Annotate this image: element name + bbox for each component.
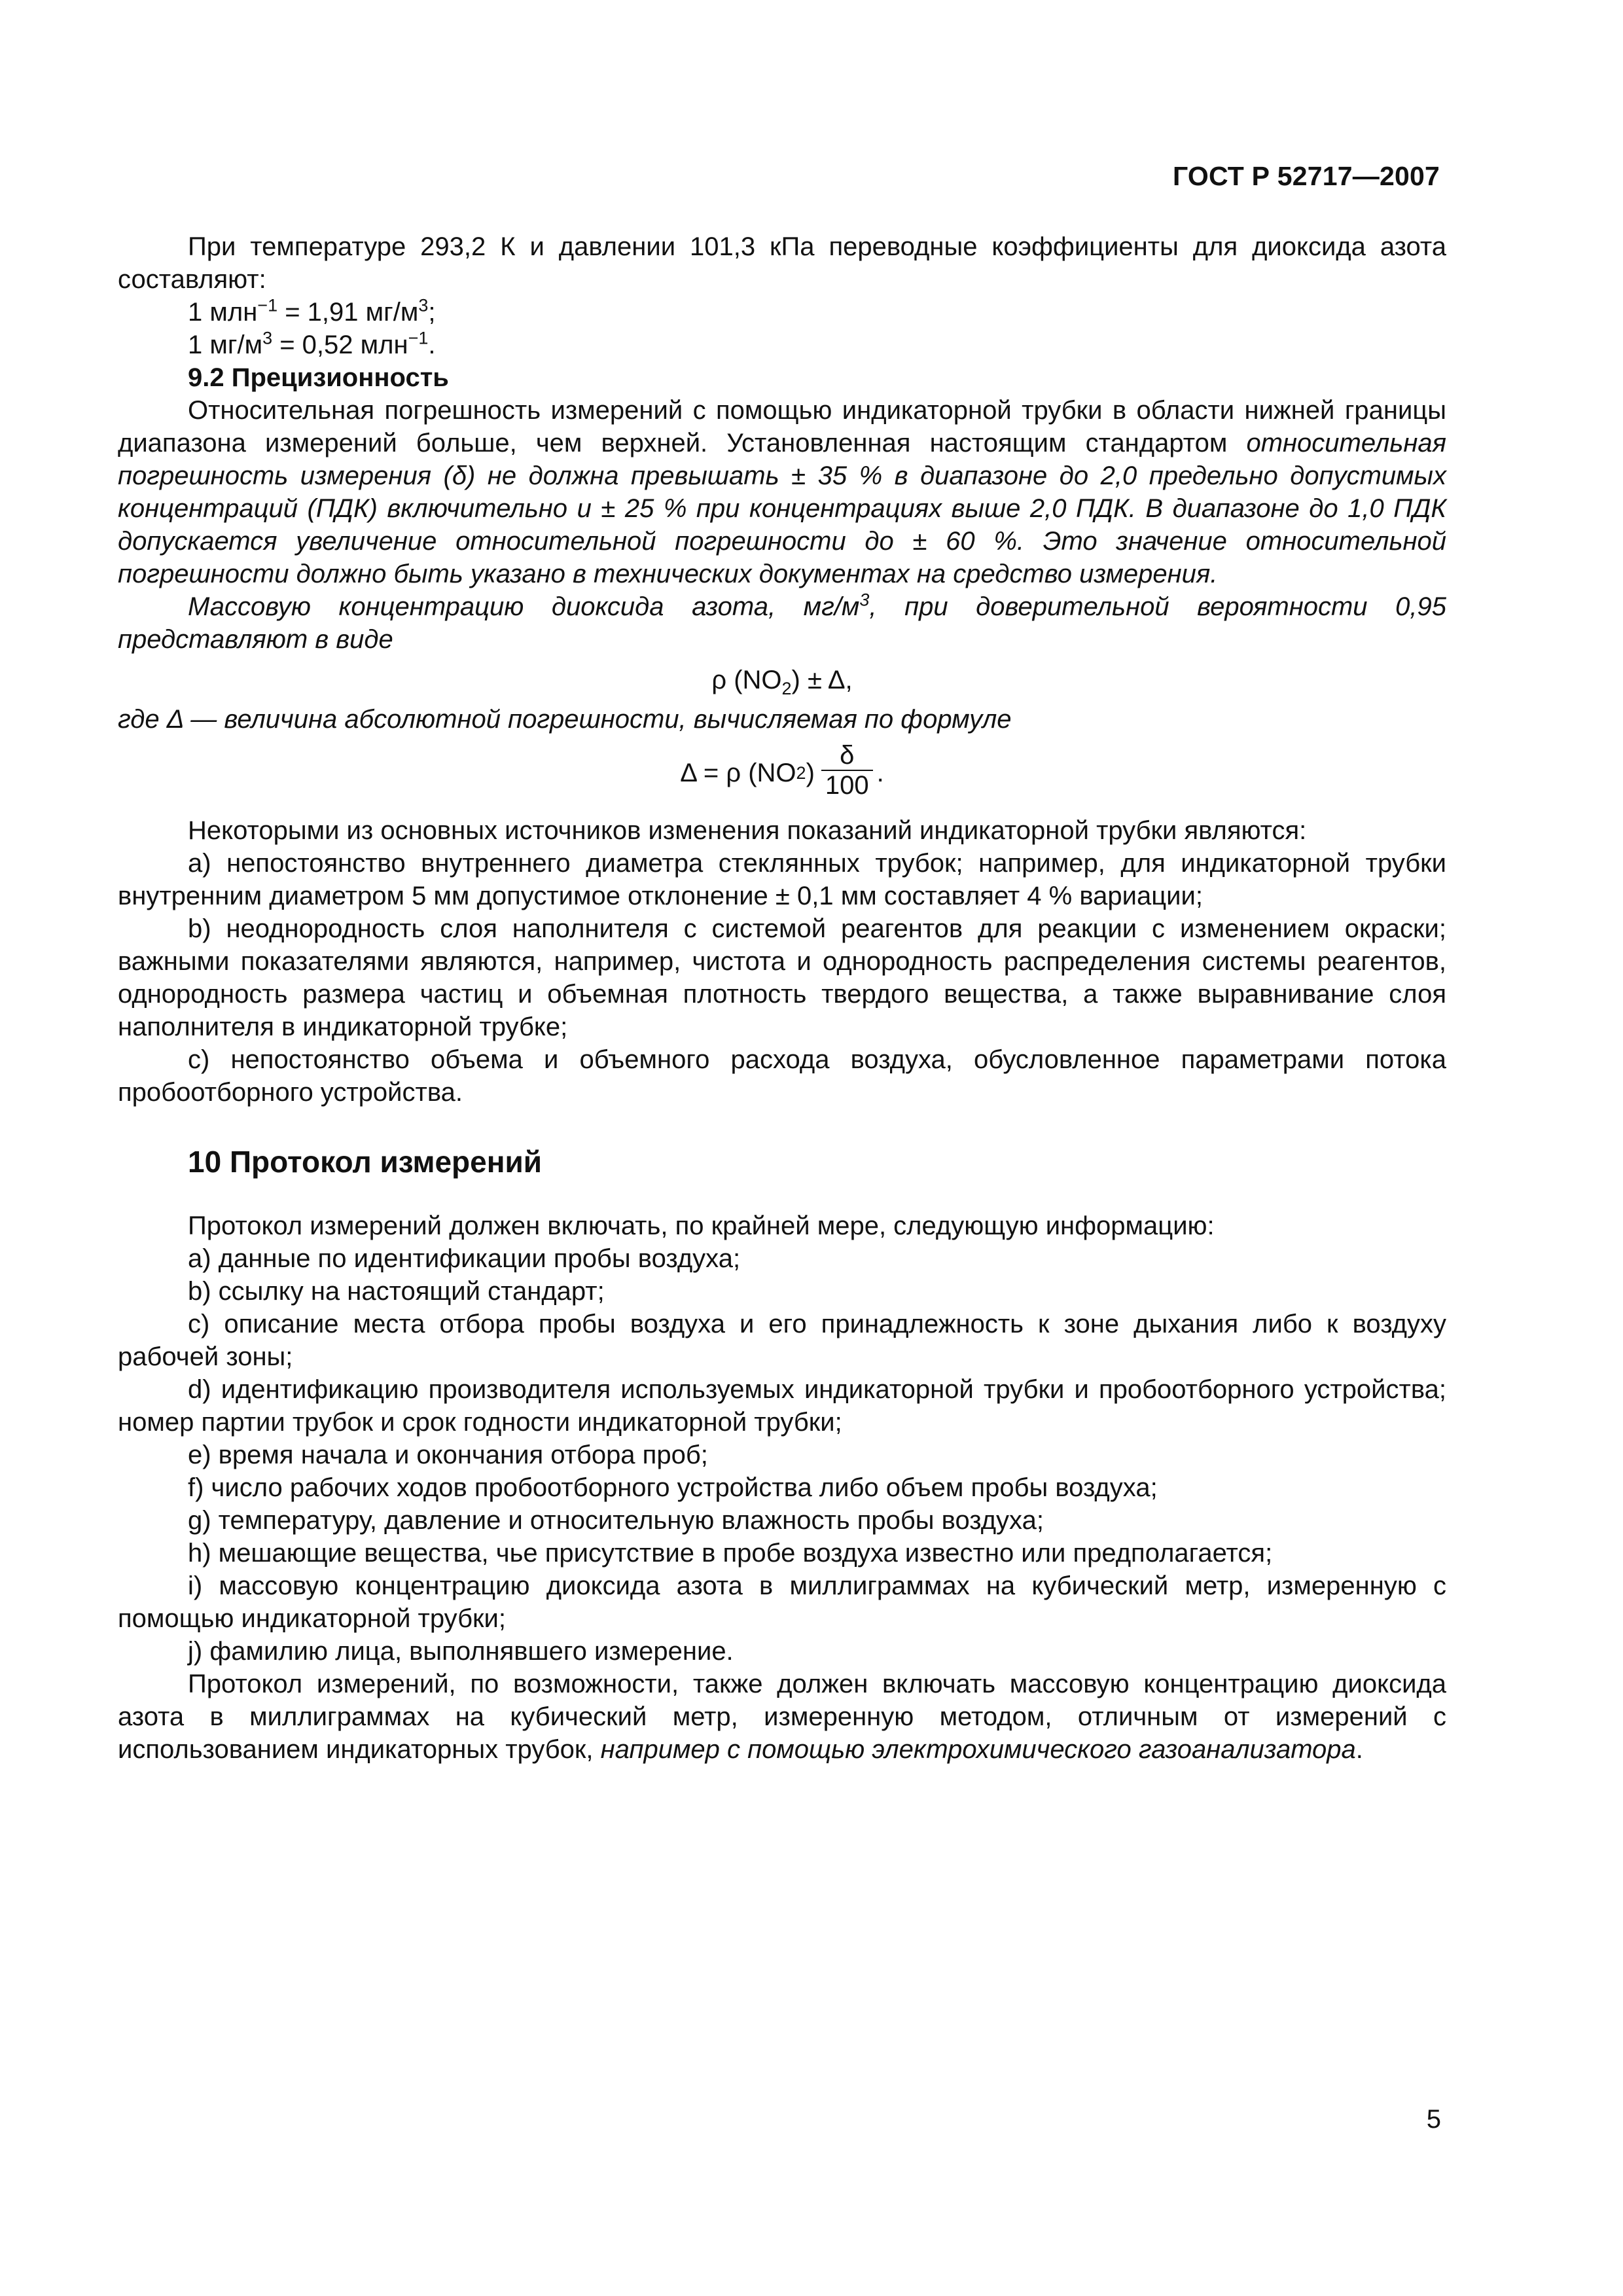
sources-intro: Некоторыми из основных источников изменения показаний индикаторной трубки являются: [188,816,1307,845]
conversion-line-1: 1 млн$^{-1}$ = 1,91 $мг/м^3$; [188,295,436,327]
formula-absolute-error: Δ = ρ (NO 2 ) $\frac{\delta}{100}$ . [680,741,884,800]
fraction-numerator: δ [840,741,855,770]
protocol-item-e: е) время начала и окончания отбора проб; [188,1441,708,1469]
precision-paragraph: Относительная погрешность измерений с помощью индикаторной трубки в области нижней границы диапазона измерений больше, чем верхней. Установленная настоящим стандартом относительная погрешность измерения (δ) не должна превышать ± 35 % в диапазоне до 2,0 предельно допустимых концентраций (ПДК) включительно и ± 25 % при концентрациях выше 2,0 ПДК. В диапазоне до 1,0 ПДК допускается увеличение относительной погрешности до ± 60 %. Это значение относительной погрешности должно быть указано в технических документах на средство измерения. [118,396,1446,588]
subsection-heading-9-2: 9.2 Прецизионность [188,363,449,392]
protocol-item-a: а) данные по идентификации пробы воздуха; [188,1244,741,1273]
source-item-a: а) непостоянство внутреннего диаметра стеклянных трубок; например, для индикаторной трубки внутренним диаметром 5 мм допустимое отклонение ± 0,1 мм составляет 4 % вариации; [118,849,1446,910]
protocol-item-g: g) температуру, давление и относительную влажность пробы воздуха; [188,1506,1044,1535]
protocol-item-d: d) идентификацию производителя используемых индикаторной трубки и пробоотборного устройства; номер партии трубок и срок годности индикаторной трубки; [118,1375,1446,1437]
protocol-intro: Протокол измерений должен включать, по крайней мере, следующую информацию: [188,1211,1215,1240]
mass-concentration-paragraph: Массовую концентрацию диоксида азота, $мг/м^3$, при доверительной вероятности 0,95 представляют в виде [118,590,1446,654]
conversion-line-2: 1 $мг/м^3 = 0,52$ млн$^{-1}$. [188,328,436,359]
source-item-c: с) непостоянство объема и объемного расхода воздуха, обусловленное параметрами потока пробоотборного устройства. [118,1045,1446,1107]
formula-explanation: где Δ — величина абсолютной погрешности, вычисляемая по формуле [118,705,1012,734]
protocol-item-b: b) ссылку на настоящий стандарт; [188,1277,605,1306]
page-number: 5 [1426,2105,1441,2134]
conversion-intro: При температуре 293,2 К и давлении 101,3 кПа переводные коэффициенты для диоксида азота составляют: [118,232,1446,294]
protocol-final-paragraph: Протокол измерений, по возможности, также должен включать массовую концентрацию диоксида азота в миллиграммах на кубический метр, измеренную методом, отличным от измерений с использованием индикаторных трубок, например с помощью электрохимического газоанализатора. [118,1670,1446,1764]
protocol-item-j: j) фамилию лица, выполнявшего измерение. [188,1637,734,1666]
page-body [118,230,1446,1766]
source-item-b: b) неоднородность слоя наполнителя с системой реагентов для реакции с изменением окраски; важными показателями являются, например, чистота и однородность распределения системы реагентов, однородность размера частиц и объемная плотность твердого вещества, а также выравнивание слоя наполнителя в индикаторной трубке; [118,914,1446,1041]
standard-designation: ГОСТ Р 52717—2007 [1173,161,1440,191]
section-heading-10: 10 Протокол измерений [188,1145,543,1179]
fraction [821,741,873,800]
protocol-item-c: с) описание места отбора пробы воздуха и его принадлежность к зоне дыхания либо к воздуху рабочей зоны; [118,1310,1446,1371]
protocol-item-i: i) массовую концентрацию диоксида азота в миллиграммах на кубический метр, измеренную с помощью индикаторной трубки; [118,1571,1446,1633]
formula-result-form: ρ $(NO_2) \pm \Delta$, [711,666,853,698]
protocol-item-h: h) мешающие вещества, чье присутствие в пробе воздуха известно или предполагается; [188,1539,1273,1568]
protocol-item-f: f) число рабочих ходов пробоотборного устройства либо объем пробы воздуха; [188,1473,1158,1502]
fraction-denominator: 100 [821,770,873,800]
